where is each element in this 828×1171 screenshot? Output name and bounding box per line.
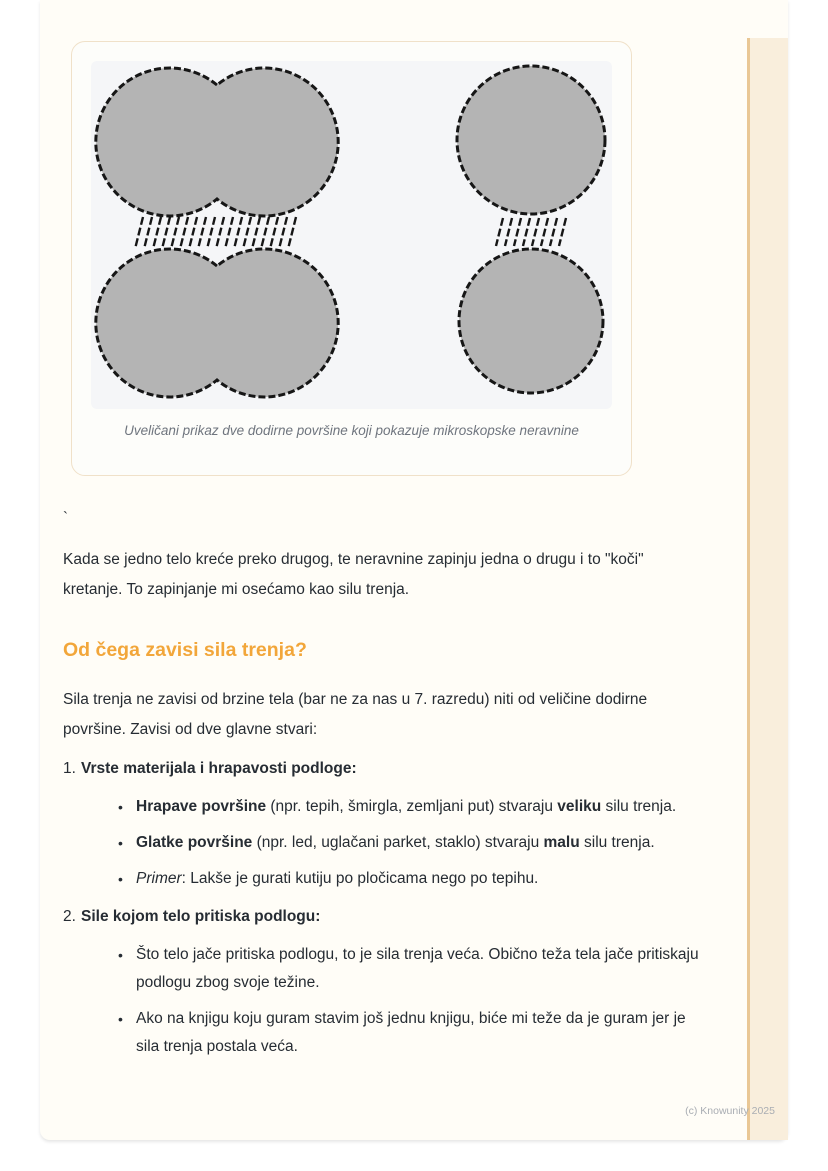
bullet-text: Ako na knjigu koju guram stavim još jednu knjigu, biće mi teže da je guram jer je sila trenja postala veća. [136,1010,686,1055]
list-number: 1. [63,760,76,777]
bullet-marker: • [118,947,123,963]
bullet-text: Što telo jače pritiska podlogu, to je sila trenja veća. Obično teža tela jače pritiskaju podlogu zbog svoje težine. [136,946,699,991]
hatch-marks-right [496,218,566,246]
list-bullet [118,865,711,893]
lower-surface-right [459,249,603,393]
upper-surface-left [96,68,338,216]
intro-paragraph: Kada se jedno telo kreće preko drugog, te neravnine zapinju jedna o drugu i to "koči" kretanje. To zapinjanje mi osećamo kao silu trenja. [63,551,644,598]
bullet-marker: • [118,835,123,851]
bullet-text: Primer: Lakše je gurati kutiju po pločicama nego po tepihu. [136,870,539,887]
right-margin-stripe-line [747,38,750,1140]
stray-backtick: ` [63,509,68,526]
surfaces-roughness-illustration [91,61,612,409]
hatch-marks-left [135,217,296,249]
upper-surface-right [457,66,605,214]
list-bullet [118,793,711,821]
bullet-marker: • [118,799,123,815]
figure-caption: Uveličani prikaz dve dodirne površine koji pokazuje mikroskopske neravnine [124,423,579,438]
friction-microscopic-figure [91,61,612,409]
list-item-1-heading [63,755,725,783]
ordered-list [63,755,725,1061]
bullet-marker: • [118,871,123,887]
bullet-list [118,941,711,1061]
bullet-text: Hrapave površine (npr. tepih, šmirgla, zemljani put) stvaraju veliku silu trenja. [136,798,677,815]
section-heading: Od čega zavisi sila trenja? [63,639,307,661]
figure-card [71,41,632,476]
bullet-marker: • [118,1011,123,1027]
list-item-2 [63,903,725,1061]
bullet-list [118,793,711,893]
copyright-watermark: (c) Knowunity 2025 [685,1105,775,1117]
article-content [63,503,725,1069]
list-item-1 [63,755,725,893]
bullet-text: Glatke površine (npr. led, uglačani parket, staklo) stvaraju malu silu trenja. [136,834,655,851]
list-bullet [118,1005,711,1061]
list-number: 2. [63,908,76,925]
right-margin-stripe-band [750,38,788,1140]
list-bullet [118,829,711,857]
lead-paragraph: Sila trenja ne zavisi od brzine tela (bar ne za nas u 7. razredu) niti od veličine dodirne površine. Zavisi od dve glavne stvari: [63,691,648,738]
list-item-title: Vrste materijala i hrapavosti podloge: [81,760,357,777]
list-bullet [118,941,711,997]
lower-surface-left [96,249,338,397]
list-item-title: Sile kojom telo pritiska podlogu: [81,908,321,925]
list-item-2-heading [63,903,725,931]
